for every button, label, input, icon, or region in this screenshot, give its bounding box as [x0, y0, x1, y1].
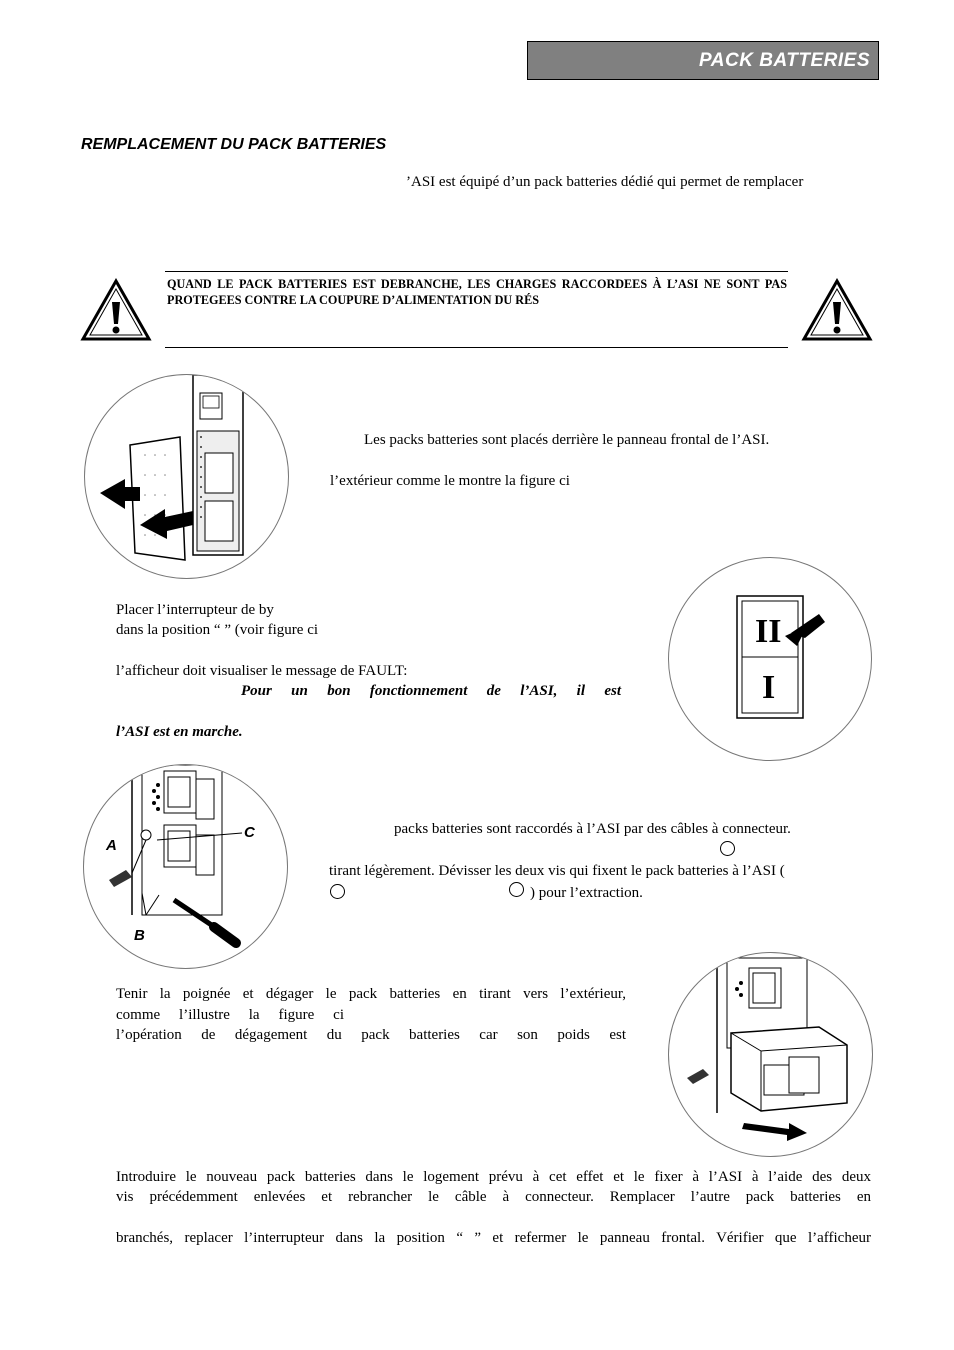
warning-triangle-icon: [80, 278, 152, 342]
callout-c: C: [244, 824, 255, 841]
step2-text-line5: l’ASI est en marche.: [116, 724, 243, 740]
step3-text-line1: packs batteries sont raccordés à l’ASI par des câbles à connecteur.: [394, 821, 791, 837]
callout-circle-icon: [720, 841, 735, 856]
front-panel-figure: [84, 374, 289, 579]
intro-text: ’ASI est équipé d’un pack batteries dédié qui permet de remplacer: [406, 174, 804, 190]
step1-text-line1: Les packs batteries sont placés derrière le panneau frontal de l’ASI.: [364, 432, 770, 448]
step3-text-line3: ) pour l’extraction.: [530, 885, 643, 901]
callout-circle-icon: [509, 882, 524, 897]
header-banner: [527, 41, 879, 80]
section-title: REMPLACEMENT DU PACK BATTERIES: [81, 136, 387, 153]
step5-text-line2: vis précédemment enlevées et rebrancher le câble à connecteur. Remplacer l’autre pack batteries en: [116, 1189, 871, 1205]
callout-a: A: [106, 837, 117, 854]
callout-b: B: [134, 927, 145, 944]
step1-text-line2: l’extérieur comme le montre la figure ci: [330, 473, 570, 489]
step4-text-line1: Tenir la poignée et dégager le pack batteries en tirant vers l’extérieur,: [116, 986, 626, 1002]
warning-text: QUAND LE PACK BATTERIES EST DEBRANCHE, LES CHARGES RACCORDEES À L’ASI NE SONT PAS PROTEGEES CONTRE LA COUPURE D’ALIMENTATION DU RÉS: [167, 277, 787, 307]
switch-position-ii: II: [755, 613, 782, 650]
step2-text-line2: dans la position “ ” (voir figure ci: [116, 622, 319, 638]
step2-text-line1: Placer l’interrupteur de by: [116, 602, 274, 618]
warning-divider-top: [165, 271, 788, 272]
switch-position-i: I: [762, 669, 776, 706]
step4-text-line2: comme l’illustre la figure ci: [116, 1007, 344, 1023]
page-header-title: PACK BATTERIES: [699, 50, 870, 71]
warning-divider-bottom: [165, 347, 788, 348]
callout-circle-icon: [330, 884, 345, 899]
step5-text-line1: Introduire le nouveau pack batteries dans le logement prévu à cet effet et le fixer à l’ASI à l’aide des deux: [116, 1169, 871, 1185]
step5-text-line3: branchés, replacer l’interrupteur dans la position “ ” et refermer le panneau frontal. Vérifier que l’afficheur: [116, 1230, 871, 1246]
step4-text-line3: l’opération de dégagement du pack batteries car son poids est: [116, 1027, 626, 1043]
step3-text-line2: tirant légèrement. Dévisser les deux vis qui fixent le pack batteries à l’ASI (: [329, 863, 785, 879]
warning-triangle-icon: [801, 278, 873, 342]
extraction-figure: [668, 952, 873, 1157]
step2-text-line4: Pour un bon fonctionnement de l’ASI, il est: [241, 683, 621, 699]
connector-figure: [83, 764, 288, 969]
switch-figure: [668, 557, 872, 761]
step2-text-line3: l’afficheur doit visualiser le message de FAULT:: [116, 663, 408, 679]
